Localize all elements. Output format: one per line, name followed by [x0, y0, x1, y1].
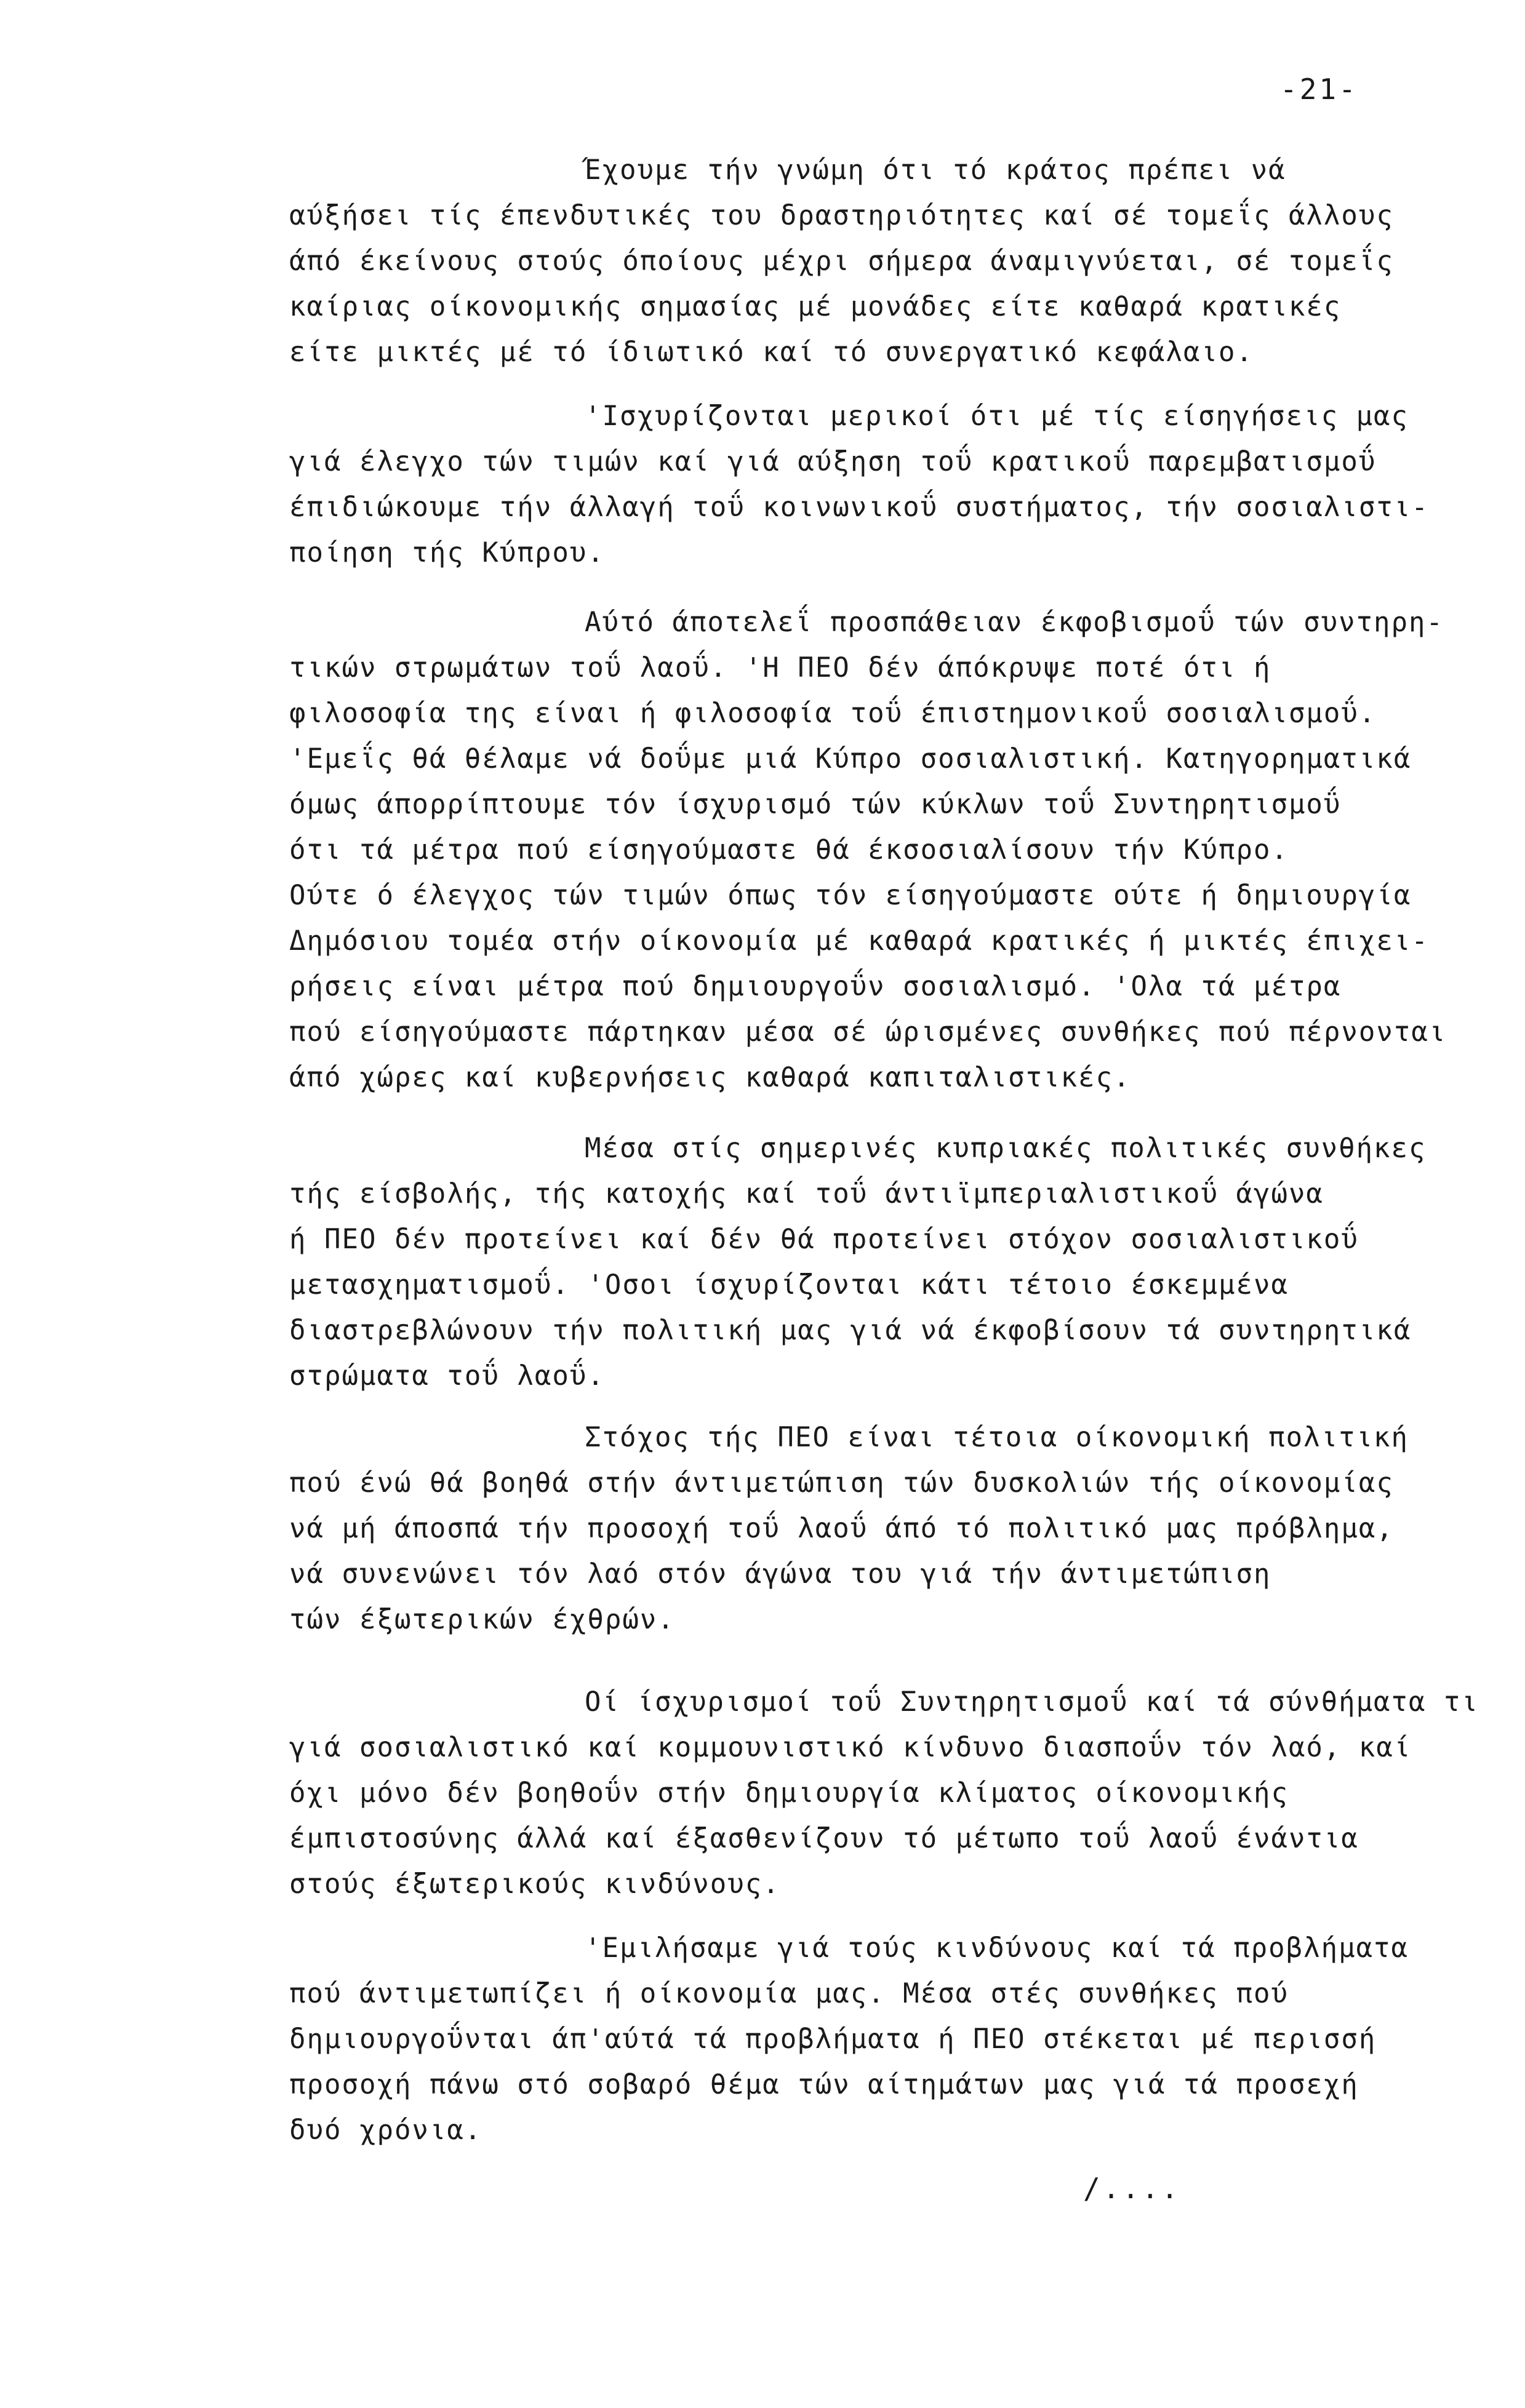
text-line: στούς έξωτερικούς κινδύνους.	[289, 1868, 780, 1900]
text-line: πού ένώ θά βοηθά στήν άντιμετώπιση τών δυσκολιών τής οίκονομίας	[289, 1467, 1394, 1499]
text-line: ότι τά μέτρα πού είσηγούμαστε θά έκσοσιαλίσουν τήν Κύπρο.	[289, 834, 1289, 866]
text-line: Μέσα στίς σημερινές κυπριακές πολιτικές συνθήκες	[585, 1133, 1427, 1164]
text-line: γιά σοσιαλιστικό καί κομμουνιστικό κίνδυνο διασποΰν τόν λαό, καί	[289, 1732, 1412, 1763]
text-line: νά συνενώνει τόν λαό στόν άγώνα του γιά τήν άντιμετώπιση	[289, 1558, 1271, 1590]
text-line: φιλοσοφία της είναι ή φιλοσοφία τοΰ έπιστημονικοΰ σοσιαλισμοΰ.	[289, 698, 1377, 729]
text-line: 'Εμιλήσαμε γιά τούς κινδύνους καί τά προβλήματα	[585, 1932, 1409, 1964]
text-line: αύξήσει τίς έπενδυτικές του δραστηριότητες καί σέ τομεΐς άλλους	[289, 200, 1394, 231]
text-line: Αύτό άποτελεΐ προσπάθειαν έκφοβισμοΰ τών συντηρη-	[585, 607, 1444, 638]
paragraph-goal	[289, 1415, 1471, 1643]
text-line: Οί ίσχυρισμοί τοΰ Συντηρητισμοΰ καί τά σύνθήματα τι	[585, 1686, 1479, 1718]
text-line: ή ΠΕΟ δέν προτείνει καί δέν θά προτείνει στόχον σοσιαλιστικοΰ	[289, 1224, 1359, 1255]
paragraph-intimidation	[289, 600, 1471, 1101]
paragraph-demands	[289, 1926, 1471, 2153]
paragraph-conservatism	[289, 1680, 1479, 1907]
text-line: 'Ισχυρίζονται μερικοί ότι μέ τίς είσηγήσεις μας	[585, 401, 1409, 432]
text-line: Ούτε ό έλεγχος τών τιμών όπως τόν είσηγούμαστε ούτε ή δημιουργία	[289, 880, 1412, 911]
page-number: -21-	[1280, 73, 1358, 106]
text-line: Στόχος τής ΠΕΟ είναι τέτοια οίκονομική πολιτική	[585, 1422, 1409, 1453]
text-line: άπό χώρες καί κυβερνήσεις καθαρά καπιταλιστικές.	[289, 1062, 1131, 1093]
text-line: έμπιστοσύνης άλλά καί έξασθενίζουν τό μέτωπο τοΰ λαοΰ ένάντια	[289, 1823, 1359, 1854]
text-line: τής είσβολής, τής κατοχής καί τοΰ άντιϊμπεριαλιστικοΰ άγώνα	[289, 1178, 1324, 1210]
text-line: έπιδιώκουμε τήν άλλαγή τοΰ κοινωνικοΰ συστήματος, τήν σοσιαλιστι-	[289, 492, 1429, 523]
continuation-mark: /....	[1083, 2172, 1181, 2205]
text-line: όμως άπορρίπτουμε τόν ίσχυρισμό τών κύκλων τοΰ Συντηρητισμοΰ	[289, 789, 1342, 820]
text-line: καίριας οίκονομικής σημασίας μέ μονάδες είτε καθαρά κρατικές	[289, 291, 1342, 322]
text-line: όχι μόνο δέν βοηθοΰν στήν δημιουργία κλίματος οίκονομικής	[289, 1777, 1289, 1809]
text-line: 'Εμεΐς θά θέλαμε νά δοΰμε μιά Κύπρο σοσιαλιστική. Κατηγορηματικά	[289, 743, 1412, 775]
text-line: Έχουμε τήν γνώμη ότι τό κράτος πρέπει νά	[585, 154, 1286, 186]
text-line: διαστρεβλώνουν τήν πολιτική μας γιά νά έκφοβίσουν τά συντηρητικά	[289, 1315, 1412, 1346]
paragraph-claims	[289, 394, 1471, 576]
text-line: μετασχηματισμοΰ. 'Οσοι ίσχυρίζονται κάτι τέτοιο έσκεμμένα	[289, 1269, 1289, 1301]
text-line: δυό χρόνια.	[289, 2115, 482, 2146]
text-line: πού είσηγούμαστε πάρτηκαν μέσα σέ ώρισμένες συνθήκες πού πέρνονται	[289, 1016, 1447, 1048]
text-line: νά μή άποσπά τήν προσοχή τοΰ λαοΰ άπό τό πολιτικό μας πρόβλημα,	[289, 1513, 1394, 1544]
text-line: στρώματα τοΰ λαοΰ.	[289, 1360, 605, 1392]
paragraph-political-conditions	[289, 1126, 1471, 1399]
text-line: Δημόσιου τομέα στήν οίκονομία μέ καθαρά κρατικές ή μικτές έπιχει-	[289, 925, 1429, 957]
text-line: τών έξωτερικών έχθρών.	[289, 1604, 675, 1635]
text-line: γιά έλεγχο τών τιμών καί γιά αύξηση τοΰ κρατικοΰ παρεμβατισμοΰ	[289, 446, 1377, 477]
text-line: ποίηση τής Κύπρου.	[289, 537, 605, 568]
paragraph-investment	[289, 148, 1471, 375]
text-line: άπό έκείνους στούς όποίους μέχρι σήμερα άναμιγνύεται, σέ τομεΐς	[289, 245, 1394, 277]
text-line: προσοχή πάνω στό σοβαρό θέμα τών αίτημάτων μας γιά τά προσεχή	[289, 2069, 1359, 2100]
text-line: δημιουργοΰνται άπ'αύτά τά προβλήματα ή ΠΕΟ στέκεται μέ περισσή	[289, 2023, 1377, 2055]
text-line: πού άντιμετωπίζει ή οίκονομία μας. Μέσα στές συνθήκες πού	[289, 1978, 1289, 2009]
text-line: τικών στρωμάτων τοΰ λαοΰ. 'Η ΠΕΟ δέν άπόκρυψε ποτέ ότι ή	[289, 652, 1271, 684]
text-line: ρήσεις είναι μέτρα πού δημιουργοΰν σοσιαλισμό. 'Ολα τά μέτρα	[289, 971, 1342, 1002]
text-line: είτε μικτές μέ τό ίδιωτικό καί τό συνεργατικό κεφάλαιο.	[289, 337, 1254, 368]
